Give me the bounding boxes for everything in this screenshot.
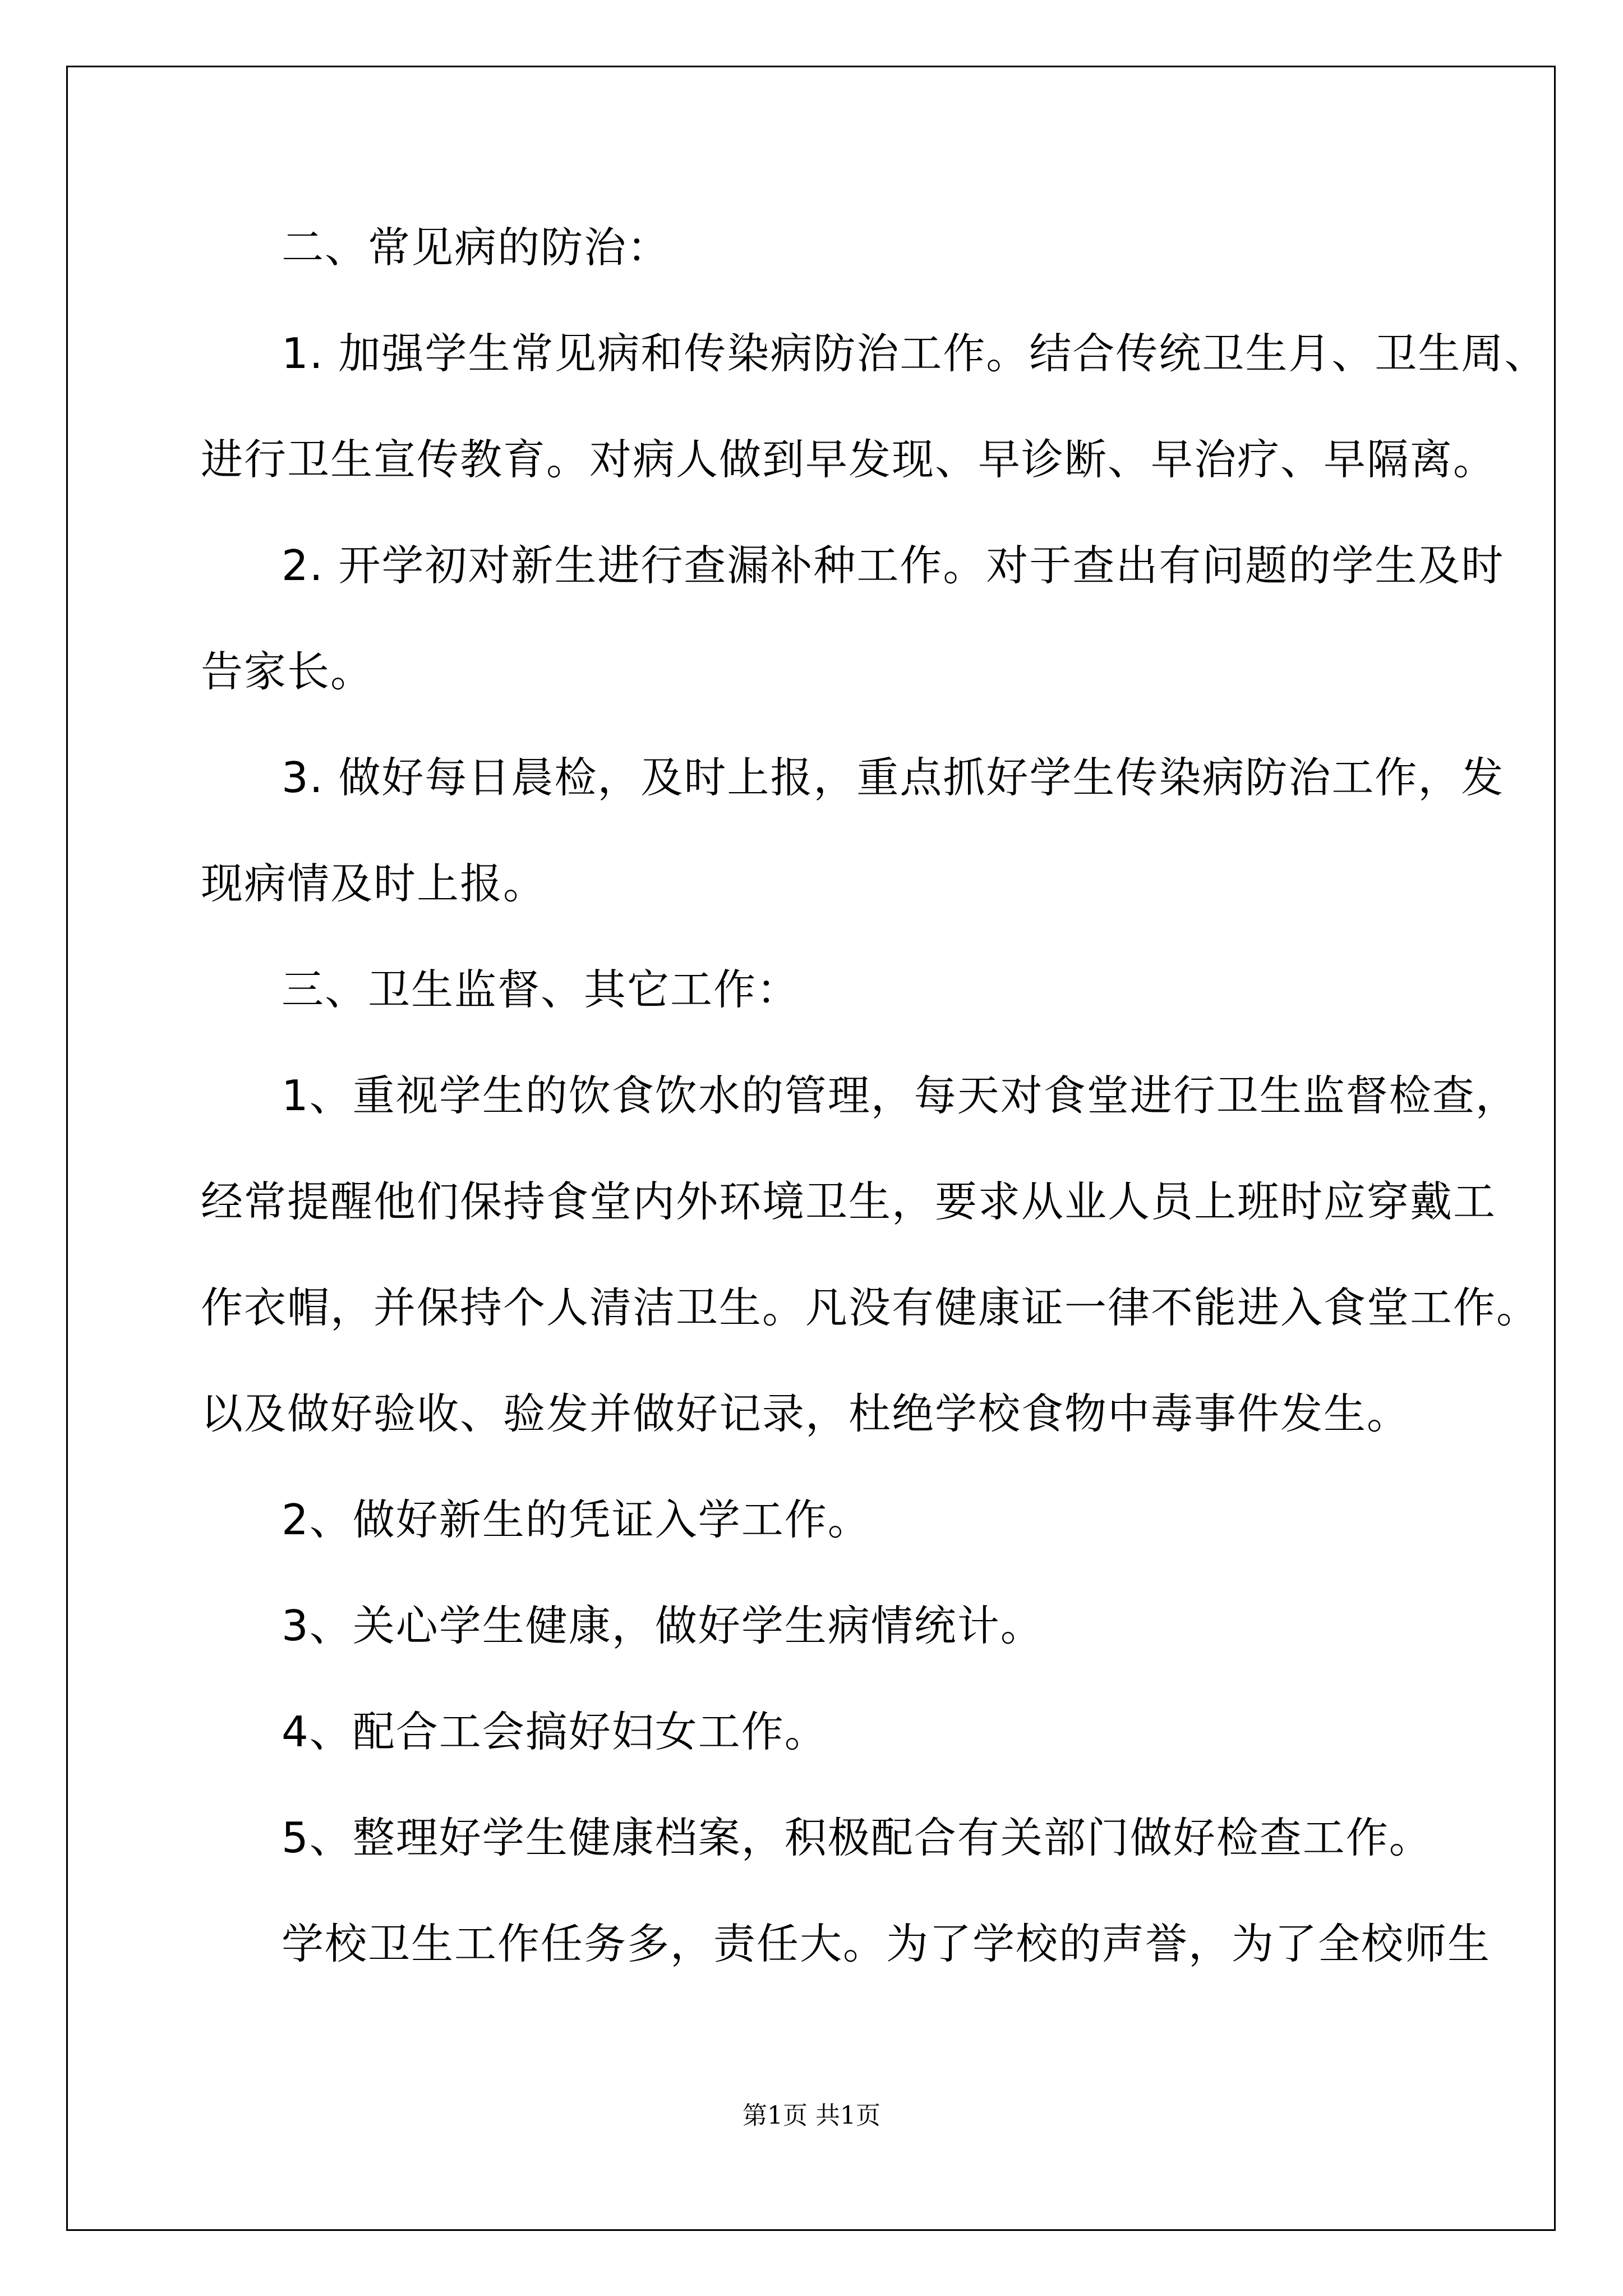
paragraph-line: 以及做好验收、验发并做好记录，杜绝学校食物中毒事件发生。	[201, 1389, 1410, 1438]
paragraph-line: 现病情及时上报。	[201, 859, 547, 908]
paragraph-line: 3. 做好每日晨检，及时上报，重点抓好学生传染病防治工作，发	[282, 753, 1505, 802]
paragraph-line: 告家长。	[201, 647, 374, 696]
paragraph-line: 1、重视学生的饮食饮水的管理，每天对食堂进行卫生监督检查，	[282, 1071, 1519, 1120]
paragraph-line: 学校卫生工作任务多，责任大。为了学校的声誉，为了全校师生	[282, 1919, 1491, 1968]
section-heading-3: 三、卫生监督、其它工作：	[282, 965, 800, 1014]
paragraph-line: 3、关心学生健康，做好学生病情统计。	[282, 1601, 1044, 1650]
paragraph-line: 4、配合工会搞好妇女工作。	[282, 1707, 828, 1756]
paragraph-line: 经常提醒他们保持食堂内外环境卫生，要求从业人员上班时应穿戴工	[201, 1177, 1497, 1226]
paragraph-line: 1. 加强学生常见病和传染病防治工作。结合传统卫生月、卫生周、	[282, 329, 1548, 378]
paragraph-line: 作衣帽，并保持个人清洁卫生。凡没有健康证一律不能进入食堂工作。	[201, 1283, 1540, 1332]
paragraph-line: 5、整理好学生健康档案，积极配合有关部门做好检查工作。	[282, 1813, 1432, 1862]
page-footer: 第1页 共1页	[743, 2101, 880, 2130]
section-heading-2: 二、常见病的防治：	[282, 223, 671, 272]
paragraph-line: 进行卫生宣传教育。对病人做到早发现、早诊断、早治疗、早隔离。	[201, 435, 1497, 484]
paragraph-line: 2、做好新生的凭证入学工作。	[282, 1495, 871, 1544]
paragraph-line: 2. 开学初对新生进行查漏补种工作。对于查出有问题的学生及时	[282, 541, 1505, 590]
